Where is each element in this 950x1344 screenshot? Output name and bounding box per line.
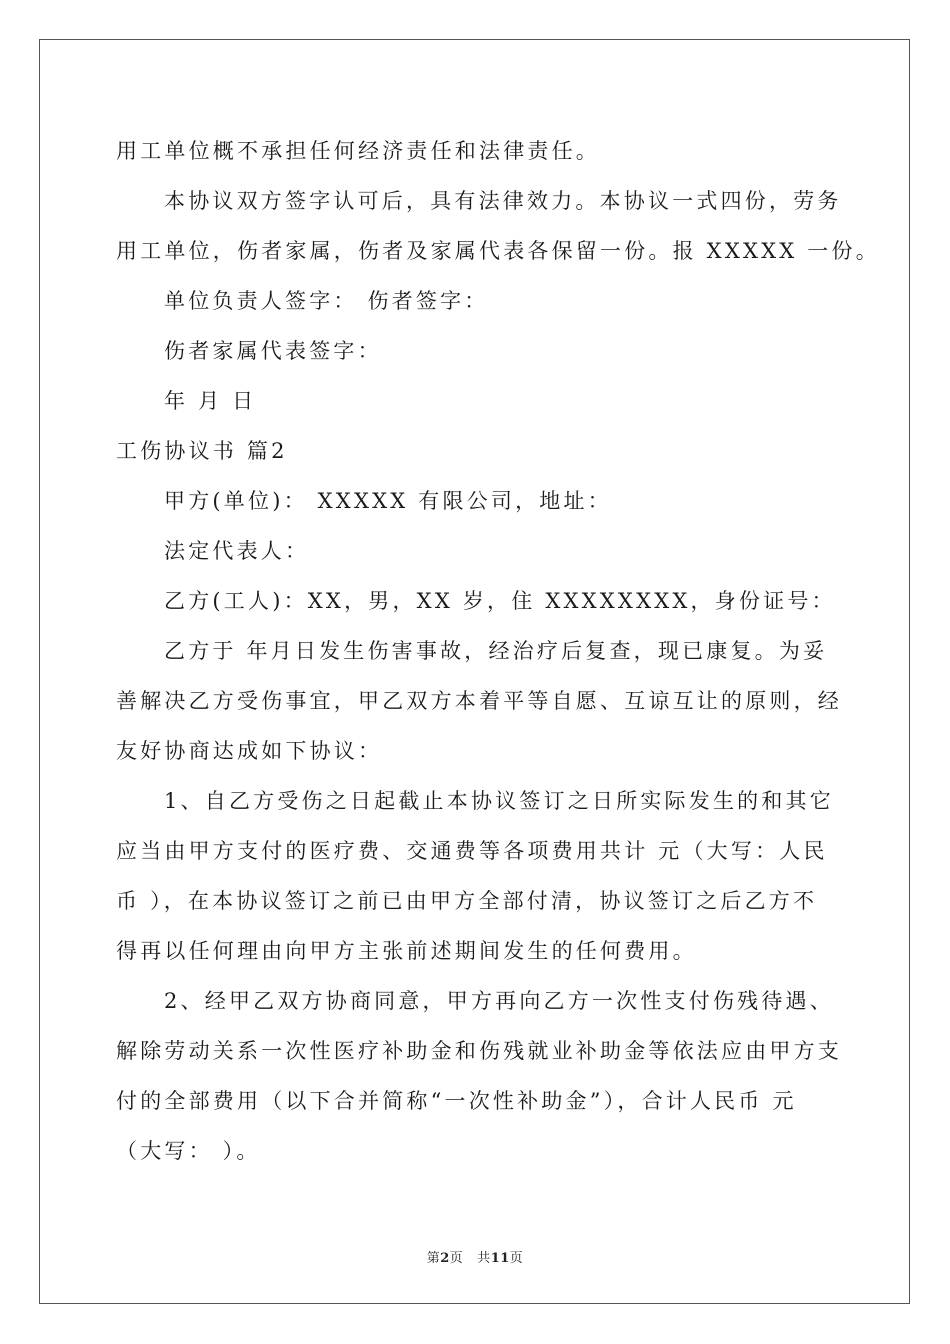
clause-1: 1、自乙方受伤之日起截止本协议签订之日所实际发生的和其它 bbox=[164, 789, 834, 813]
party-a-line: 甲方(单位)： XXXXX 有限公司，地址： bbox=[164, 489, 612, 513]
text-line: 解除劳动关系一次性医疗补助金和伤残就业补助金等依法应由甲方支 bbox=[116, 1039, 842, 1063]
text-line: 乙方于 年月日发生伤害事故，经治疗后复查，现已康复。为妥 bbox=[164, 639, 828, 663]
legal-rep-line: 法定代表人： bbox=[164, 539, 310, 563]
text-line: 善解决乙方受伤事宜，甲乙双方本着平等自愿、互谅互让的原则，经 bbox=[116, 689, 842, 713]
footer-total-prefix: 共 bbox=[477, 1251, 491, 1266]
signature-line: 单位负责人签字： 伤者签字： bbox=[164, 289, 489, 313]
footer-prefix: 第 bbox=[426, 1251, 441, 1266]
footer-total-pages: 11 bbox=[490, 1251, 510, 1266]
text-line: 应当由甲方支付的医疗费、交通费等各项费用共计 元（大写：人民 bbox=[116, 839, 828, 863]
footer-page-suffix: 页 bbox=[449, 1251, 464, 1266]
page-footer bbox=[0, 1247, 950, 1266]
text-line: 友好协商达成如下协议： bbox=[116, 739, 383, 763]
text-line: 得再以任何理由向甲方主张前述期间发生的任何费用。 bbox=[116, 939, 697, 963]
party-b-line: 乙方(工人)：XX，男，XX 岁，住 XXXXXXXX，身份证号： bbox=[164, 589, 836, 613]
text-line: 本协议双方签字认可后，具有法律效力。本协议一式四份，劳务 bbox=[164, 189, 842, 213]
signature-line: 伤者家属代表签字： bbox=[164, 339, 382, 363]
date-line: 年 月 日 bbox=[164, 389, 257, 413]
text-line: 用工单位，伤者家属，伤者及家属代表各保留一份。报 XXXXX 一份。 bbox=[116, 239, 880, 263]
section-heading: 工伤协议书 篇2 bbox=[116, 439, 288, 463]
text-line: 用工单位概不承担任何经济责任和法律责任。 bbox=[116, 139, 600, 163]
document-body bbox=[116, 126, 880, 1176]
clause-2: 2、经甲乙双方协商同意，甲方再向乙方一次性支付伤残待遇、 bbox=[164, 989, 834, 1013]
text-line: 付的全部费用（以下合并简称“一次性补助金”），合计人民币 元 bbox=[116, 1089, 797, 1113]
footer-page-number: 2 bbox=[440, 1251, 450, 1266]
text-line: 币 ），在本协议签订之前已由甲方全部付清，协议签订之后乙方不 bbox=[116, 889, 818, 913]
text-line: （大写： ）。 bbox=[116, 1139, 261, 1163]
footer-total-suffix: 页 bbox=[509, 1251, 524, 1266]
